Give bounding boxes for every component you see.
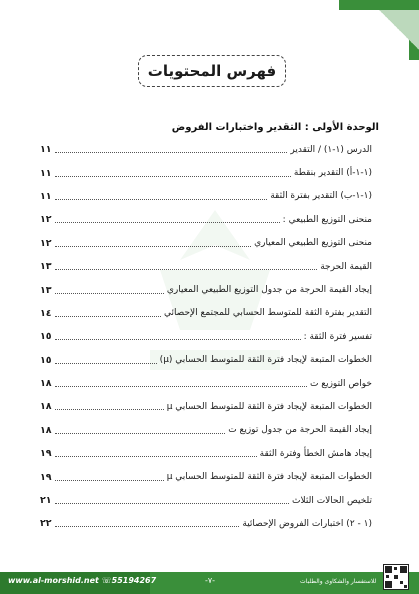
page-title-box <box>138 55 286 87</box>
toc-entry <box>40 372 372 395</box>
toc-entry <box>40 278 372 301</box>
toc-entry-page: ١٨ <box>40 401 52 413</box>
corner-slash-decoration <box>379 10 419 50</box>
toc-entry <box>40 161 372 184</box>
toc-entry-title: الخطوات المتبعة لإيجاد فترة الثقة للمتوسط الحسابي μ <box>166 472 372 483</box>
toc-entry <box>40 349 372 372</box>
toc-leader-dots <box>55 339 301 340</box>
toc-entry-page: ١١ <box>40 144 52 156</box>
toc-entry-page: ١٨ <box>40 378 52 390</box>
toc-entry-page: ١١ <box>40 190 52 202</box>
footer-url: www.al-morshid.net ☏55194267 <box>8 576 157 585</box>
toc-entry <box>40 232 372 255</box>
toc-entry-page: ١٨ <box>40 424 52 436</box>
toc-entry <box>40 185 372 208</box>
toc-entry-page: ٢٢ <box>40 518 52 530</box>
toc-entry-page: ١٩ <box>40 448 52 460</box>
page-title: فهرس المحتويات <box>147 62 277 80</box>
toc-entry-title: الخطوات المتبعة لإيجاد فترة الثقة للمتوسط الحسابي (μ) <box>159 355 372 366</box>
toc-entry-page: ١٣ <box>40 284 52 296</box>
toc-entry <box>40 465 372 488</box>
toc-entry <box>40 395 372 418</box>
toc-leader-dots <box>55 433 226 434</box>
footer-slogan: للاستفسار والشكاوى والطلبات <box>300 578 377 585</box>
toc-entry-title: الدرس (١-١) / التقدير <box>290 144 372 155</box>
toc-entry-page: ١٣ <box>40 261 52 273</box>
toc-entry-page: ١٥ <box>40 331 52 343</box>
toc-entry <box>40 208 372 231</box>
toc-leader-dots <box>55 246 251 247</box>
toc-entry-title: (١-١-ب) التقدير بفترة الثقة <box>270 191 372 202</box>
toc-entry <box>40 419 372 442</box>
toc-entry-title: منحنى التوزيع الطبيعي : <box>282 214 372 225</box>
toc-leader-dots <box>55 269 318 270</box>
toc-entry <box>40 302 372 325</box>
toc-leader-dots <box>55 386 307 387</box>
toc-entry-page: ١٢ <box>40 237 52 249</box>
toc-entry-page: ١٤ <box>40 307 52 319</box>
toc-entry-page: ١٩ <box>40 471 52 483</box>
toc-entry-title: إيجاد القيمة الحرجة من جدول توزيع ت <box>228 425 372 436</box>
toc-entry-page: ١٥ <box>40 354 52 366</box>
unit-heading: الوحدة الأولى : التقدير واختبارات الفروض <box>171 122 379 133</box>
toc-entry-title: إيجاد هامش الخطأ وفترة الثقة <box>259 448 372 459</box>
toc-entry-title: إيجاد القيمة الحرجة من جدول التوزيع الطبيعي المعياري <box>166 285 372 296</box>
footer-page-number: -٧- <box>204 576 216 585</box>
toc-entry <box>40 512 372 535</box>
toc-entry-page: ٢١ <box>40 495 52 507</box>
toc-leader-dots <box>55 363 157 364</box>
toc-entry-title: (١-١-أ) التقدير بنقطة <box>293 168 372 179</box>
qr-code-icon <box>383 564 409 590</box>
toc-entry-title: تلخيص الحالات الثلاث <box>292 495 372 506</box>
toc-entry-page: ١١ <box>40 167 52 179</box>
toc-entry <box>40 325 372 348</box>
toc-entry <box>40 255 372 278</box>
toc-entry-title: خواص التوزيع ت <box>309 378 372 389</box>
toc-entry-title: التقدير بفترة الثقة للمتوسط الحسابي للمجتمع الإحصائي <box>163 308 372 319</box>
toc-leader-dots <box>55 152 288 153</box>
toc-leader-dots <box>55 199 268 200</box>
toc-leader-dots <box>55 409 164 410</box>
toc-entry-title: الخطوات المتبعة لإيجاد فترة الثقة للمتوسط الحسابي μ <box>166 401 372 412</box>
toc-leader-dots <box>55 456 257 457</box>
toc-entry-title: تفسير فترة الثقة : <box>303 331 372 342</box>
toc-entry <box>40 489 372 512</box>
toc-entry <box>40 442 372 465</box>
toc-entry-title: منحنى التوزيع الطبيعي المعياري <box>254 238 372 249</box>
toc-entry-page: ١٢ <box>40 214 52 226</box>
toc-entry-title: القيمة الحرجة <box>320 261 372 272</box>
toc-entry <box>40 138 372 161</box>
toc-leader-dots <box>55 293 164 294</box>
toc-leader-dots <box>55 503 289 504</box>
toc-leader-dots <box>55 176 291 177</box>
table-of-contents <box>40 138 372 536</box>
toc-leader-dots <box>55 526 240 527</box>
toc-leader-dots <box>55 480 164 481</box>
toc-leader-dots <box>55 222 280 223</box>
toc-entry-title: (١ - ٢) اختبارات الفروض الإحصائية <box>242 518 372 529</box>
toc-leader-dots <box>55 316 161 317</box>
corner-decoration <box>339 0 419 10</box>
